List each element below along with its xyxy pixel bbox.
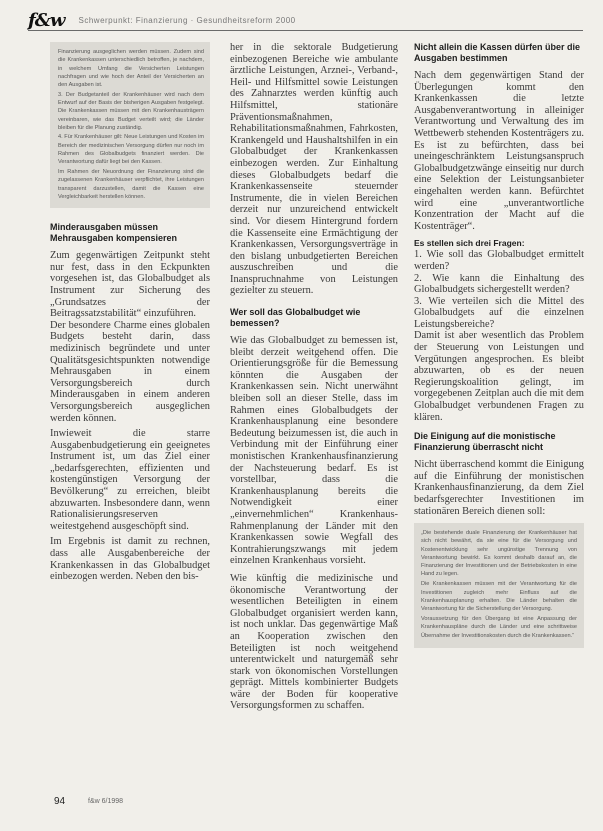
section-heading: Die Einigung auf die monistische Finanzierung überrascht nicht: [414, 431, 556, 453]
body-paragraph: Zum gegenwärtigen Zeitpunkt steht nur fest, dass in den Eckpunkten vorgesehen ist, das Globalbudget als Instrument zur Sicherung des „Grundsatzes der Beitragssatzstabilität“ einzuführen.: [50, 250, 210, 320]
page-number: 94: [54, 796, 66, 807]
body-paragraph: her in die sektorale Budgetierung einbezogenen Bereiche wie ambulante ärztliche Leistungen, Arznei-, Verband-, Heil- und Hilfsmittel sowie Leistungen des Zahnarztes werden künftig auch Hilfsmittel, stationäre Präventionsmaßnahmen, Rehabilitationsmaßnahmen, Fahrkosten, Krankengeld und Haushaltshilfen in ein Globalbudget der Krankenkassen einbezogen werden. Zur Einhaltung dieses Globalbudgets bedarf die Krankenkassenseite steuernder Instrumente, die in vielen Bereichen derzeit nur unzureichend entwickelt sind. Vor diesem Hintergrund fordern die Kassenseite eine Ermächtigung der Krankenkassen, Versorgungsverträge in den bislang unbudgetierten Bereichen auszuschreiben und die Inanspruchnahme von Leistungen gezielter zu steuern.: [230, 42, 398, 297]
running-title: Schwerpunkt: Finanzierung · Gesundheitsreform 2000: [78, 15, 296, 25]
body-paragraph: Nicht überraschend kommt die Einigung auf die Einführung der monistischen Krankenhausfinanzierung, da dem Ziel bedarfsgerechter Investitionen im stationären Bereich dienen soll:: [414, 459, 584, 517]
info-box-paragraph: Finanzierung ausgeglichen werden müssen. Zudem sind die Krankenkassen unterschiedlich betroffen, je nachdem, in welchem Umfang die Versicherten Leistungen nachfragen und wie hoch der Anteil der Versicherten an den Ausgaben ist.: [58, 49, 204, 89]
section-heading: Nicht allein die Kassen dürfen über die Ausgaben bestimmen: [414, 42, 581, 63]
info-box-paragraph: Im Rahmen der Neuordnung der Finanzierung sind die zugelassenen Krankenhäuser verpflichtet, ihre Leistungen transparent darzustellen, damit die Kassen eine Vergleichbarkeit herstellen können.: [58, 168, 204, 200]
question-list: 1. Wie soll das Globalbudget ermittelt werden? 2. Wie kann die Einhaltung des Globalbudgets sichergestellt werden? 3. Wie verteilen sich die Mittel des Globalbudgets auf die einzelnen Leistungsbereiche?: [414, 249, 584, 330]
body-paragraph: Im Ergebnis ist damit zu rechnen, dass alle Ausgabenbereiche der Krankenkassen in das Globalbudget einbezogen werden. Neben den bis-: [50, 536, 210, 583]
info-box: [50, 42, 210, 208]
footer-label: f&w 6/1998: [88, 798, 124, 805]
quote-paragraph: „Die bestehende duale Finanzierung der Krankenhäuser hat sich nicht bewährt, da sie eine für die Versorgung und Kostenentwicklung sehr ungünstige Trennung von Verantwortung bewirkt. Es kommt deshalb darauf an, die Finanzierung der Investitionen und der Betriebskosten in eine Hand zu legen.: [421, 530, 577, 578]
quote-paragraph: Die Krankenkassen müssen mit der Verantwortung für die Investitionen zugleich mehr Einfluss auf die Krankenhausplanung erhalten. Die Länder behalten die Verantwortung für die Sicherstellung der Versorgung.: [421, 581, 577, 613]
column-2: [230, 42, 398, 712]
info-box-paragraph: 3. Der Budgetanteil der Krankenhäuser wird nach dem Entwurf auf der Basis der bisherigen Ausgaben festgelegt. Die Krankenkassen müssen mit den Krankenhausträgern vereinbaren, wie das Budget verteilt wird; die Länder bleiben für die Planung zuständig.: [58, 91, 204, 132]
column-3: [414, 42, 584, 648]
body-paragraph: Inwieweit die starre Ausgabenbudgetierung ein geeignetes Instrument ist, um das Ziel einer „bedarfsgerechten, effizienten und kostengünstigen Versorgung der Bevölkerung“ zu erreichen, bleibt abzuwarten. Insbesondere dann, wenn Rationalisierungsreserven weitestgehend ausgeschöpft sind.: [50, 428, 210, 532]
section-heading: Wer soll das Globalbudget wie bemessen?: [230, 307, 361, 329]
publication-logo: f&w: [28, 9, 65, 31]
page-header: [28, 10, 583, 31]
quote-box: [414, 523, 584, 648]
body-paragraph: Wie künftig die medizinische und ökonomische Verantwortung der wesentlichen Beteiligten in einem Globalbudget organisiert werden kann, ist noch unklar. Das gegenwärtige Maß an Kooperation zwischen den Beteiligten ist noch weitgehend unterentwickelt und naturgemäß sehr stark von ökonomischen Vorstellungen geprägt. Mittels kombinierter Budgets wäre der Boden für kooperative Versorgungsformen zu schaffen.: [230, 572, 398, 712]
info-box-paragraph: 4. Für Krankenhäuser gilt: Neue Leistungen und Kosten im Bereich der medizinischen Versorgung dürfen nur noch im Rahmen des Globalbudgets finanziert werden. Die Verantwortung dafür liegt bei den Kassen.: [58, 134, 204, 166]
quote-paragraph: Voraussetzung für den Übergang ist eine Anpassung der Krankenhauspläne durch die Länder und eine schrittweise Übernahme der Investitionskosten durch die Krankenkassen.“: [421, 616, 577, 639]
column-1: [50, 42, 210, 583]
section-heading: Es stellen sich drei Fragen:: [414, 238, 525, 249]
body-paragraph: Damit ist aber wesentlich das Problem der Steuerung von Leistungen und Vergütungen angesprochen. Es bleibt abzuwarten, ob es der neuen Regierungskoalition gelingt, im vorgegebenen Zeitplan auch die mit dem Globalbudget verbundenen Fragen zu klären.: [414, 330, 584, 423]
body-paragraph: Wie das Globalbudget zu bemessen ist, bleibt derzeit weitgehend offen. Die Orientierungsgröße für die Bemessung könnten die Ausgaben der Krankenkassen sein. Nicht unerwähnt bleiben soll an dieser Stelle, dass im Rahmen eines Globalbudgets der Krankenhausplanung eine besondere Bedeutung beizumessen ist, die auch in Verbindung mit der Einführung einer monistischen Krankenhausfinanzierung der Nachsteuerung bedarf. Es ist vorstellbar, dass die Krankenhausplanung bereits die Notwendigkeit einer „einvernehmlichen“ Krankenhaus-Rahmenplanung der Länder mit den Krankenkassen sowie Wegfall des Kontrahierungszwangs mit jedem einzelnen Krankenhaus vorsieht.: [230, 335, 398, 567]
section-heading: Minderausgaben müssen Mehrausgaben kompensieren: [50, 222, 178, 244]
body-paragraph: Der besondere Charme eines globalen Budgets besteht darin, dass medizinisch begründete und unter Qualitätsgesichtspunkten notwendige Mehrausgaben in einem Versorgungsbereich durch Minderausgaben in einem anderen Versorgungsbereich ausgeglichen werden können.: [50, 319, 210, 424]
body-paragraph: Nach dem gegenwärtigen Stand der Überlegungen kommt den Krankenkassen die letzte Ausgabenverantwortung in alleiniger Verantwortung und Verwaltung des im Wettbewerb stehenden Kostenträgers zu. Es ist zu befürchten, dass bei uneingeschränktem Leistungsanspruch Globalbudgetzwänge einseitig nur durch eine Selektion der Leistungsanbieter eingehalten werden kann. Befürchtet wird eine „unverantwortliche Konzentration der Macht auf die Kostenträger“.: [414, 70, 584, 232]
